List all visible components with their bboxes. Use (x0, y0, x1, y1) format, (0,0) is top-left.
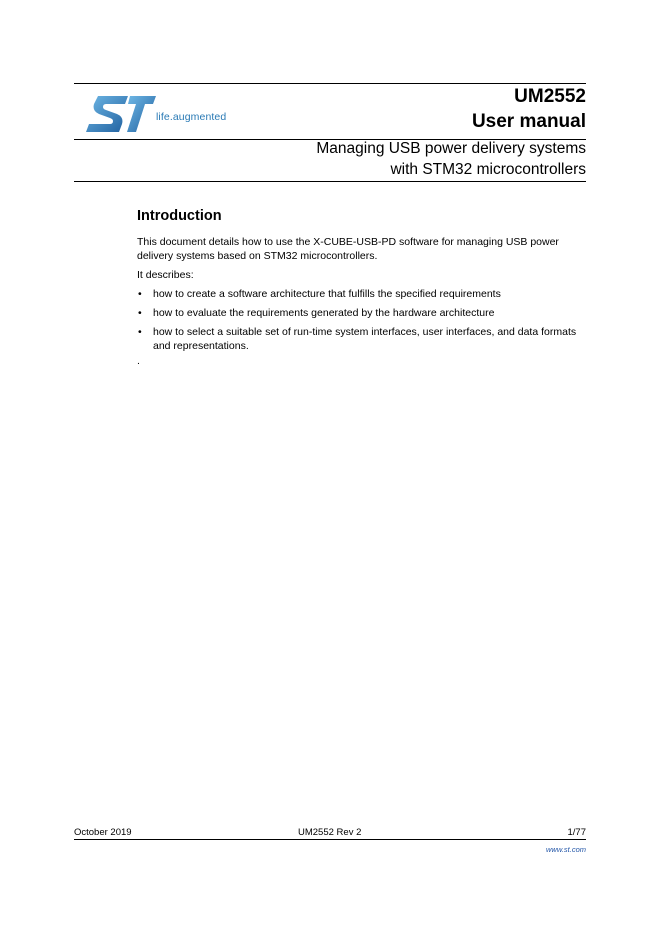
header-bottom-rule (74, 181, 586, 182)
footer-rule (74, 839, 586, 840)
list-item (137, 287, 589, 301)
subtitle-line-2: with STM32 microcontrollers (390, 161, 586, 178)
bullet-icon: • (138, 326, 142, 338)
list-item-text: how to select a suitable set of run-time system interfaces, user interfaces, and data formats and representations. (153, 326, 577, 352)
bullet-icon: • (138, 307, 142, 319)
introduction-paragraph-1: This document details how to use the X-CUBE-USB-PD software for managing USB power delivery systems based on STM32 microcontrollers. (137, 236, 559, 262)
header-top-rule (74, 83, 586, 84)
trailing-period: . (137, 355, 140, 367)
document-number: UM2552 (514, 86, 586, 107)
footer-date: October 2019 (74, 827, 132, 838)
introduction-body (137, 235, 589, 358)
list-item-text: how to create a software architecture that fulfills the specified requirements (153, 288, 501, 300)
footer-revision: UM2552 Rev 2 (298, 827, 362, 838)
list-item (137, 306, 589, 320)
bullet-icon: • (138, 288, 142, 300)
introduction-paragraph-2: It describes: (137, 269, 194, 281)
footer-url-link[interactable]: www.st.com (545, 845, 586, 854)
introduction-heading: Introduction (137, 208, 222, 224)
footer-page-number: 1/77 (567, 827, 586, 838)
document-type: User manual (471, 111, 586, 132)
introduction-bullet-list (137, 287, 589, 353)
document-subtitle (316, 138, 586, 180)
list-item (137, 325, 589, 353)
list-item-text: how to evaluate the requirements generated by the hardware architecture (153, 307, 495, 319)
logo-tagline: life.augmented (156, 111, 227, 123)
subtitle-line-1: Managing USB power delivery systems (316, 140, 586, 157)
